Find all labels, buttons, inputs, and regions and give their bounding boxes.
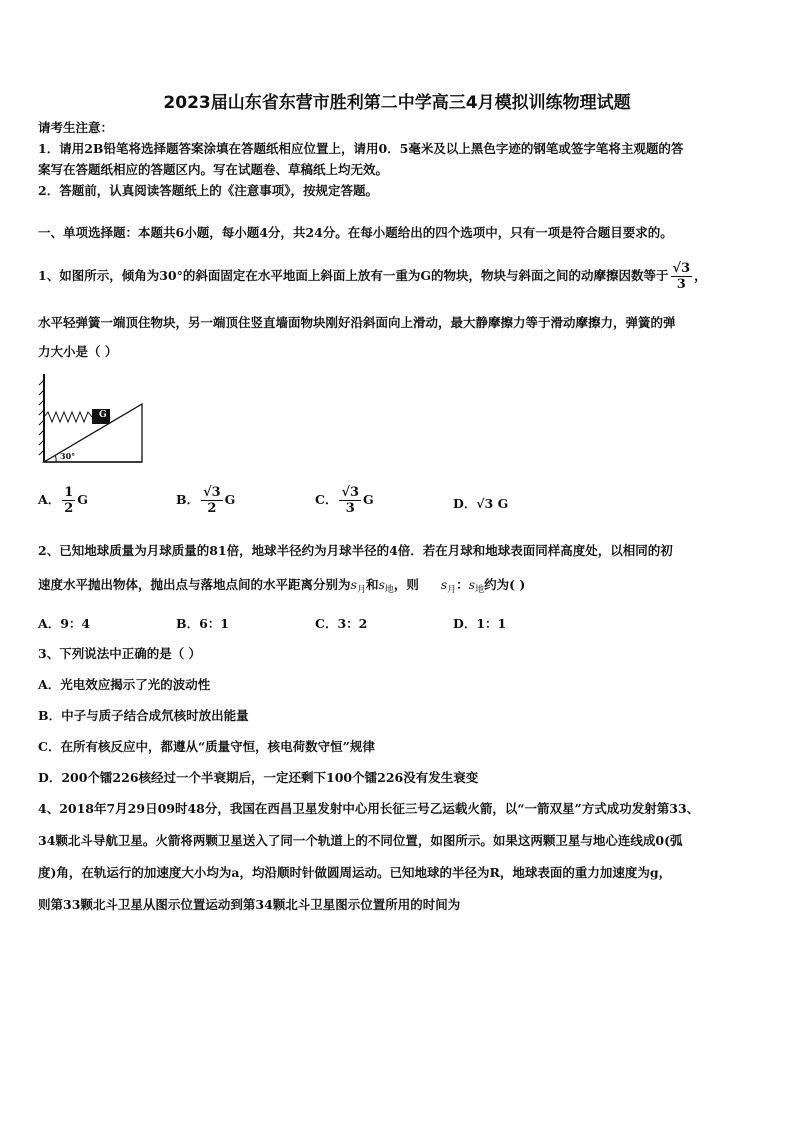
q3-option-b: B．中子与质子结合成氘核时放出能量 [38,708,249,723]
notice-heading: 请考生注意： [38,120,114,135]
q1-option-b: B． $\frac{√3}{2}$ G [176,485,236,516]
notice-line-2: 2．答题前，认真阅读答题纸上的《注意事项》，按规定答题。 [38,183,378,198]
q2-option-a: A．9：4 [38,616,91,631]
q1-line-3: 力大小是（ ） [38,344,118,359]
q4-line-1: 4、2018年7月29日09时48分，我国在西昌卫星发射中心用长征三号乙运载火箭，以“一箭双星”方式成功发射第33、 [38,801,700,816]
q2-option-d: D．1：1 [453,616,507,631]
q1-option-c: C． $\frac{√3}{3}$ G [315,485,374,516]
incline-spring-figure [36,370,154,466]
q1-mu-tail: ， [694,268,707,283]
q3-option-c: C．在所有核反应中，都遵从“质量守恒，核电荷数守恒”规律 [38,739,375,754]
q4-line-3: 度)角，在轨运行的加速度大小均为a，均沿顺时针做圆周运动。已知地球的半径为R，地球表面的重力加速度为g， [38,865,672,880]
q4-line-4: 则第33颗北斗卫星从图示位置运动到第34颗北斗卫星图示位置所用的时间为 [38,897,461,912]
figure-angle-label: 30° [60,451,76,461]
q1-line-2: 水平轻弹簧一端顶住物块，另一端顶住竖直墙面物块刚好沿斜面向上滑动，最大静摩擦力等于滑动摩擦力，弹簧的弹 [38,315,676,330]
q2-line-2: 速度水平抛出物体，抛出点与落地点间的水平距离分别为$s_月$和$s_地$，则 $s_月$：$s_地$约为( ) [38,577,526,595]
q1-option-d: D．√3 G [453,496,509,511]
q1-option-a: A． $\frac{1}{2}$ G [38,485,88,516]
q1-line-1 [38,256,756,296]
figure-block-label: G [99,410,107,420]
notice-line-1b: 案写在答题纸相应的答题区内。写在试题卷、草稿纸上均无效。 [38,162,389,177]
q2-option-b: B．6：1 [176,616,229,631]
q4-line-2: 34颗北斗导航卫星。火箭将两颗卫星送入了同一个轨道上的不同位置，如图所示。如果这两颗卫星与地心连线成0(弧 [38,833,683,848]
section-heading: 一、单项选择题：本题共6小题，每小题4分，共24分。在每小题给出的四个选项中，只有一项是符合题目要求的。 [38,225,673,240]
q3-option-a: A．光电效应揭示了光的波动性 [38,677,211,692]
q1-mu-fraction [671,261,693,292]
q3-stem: 3、下列说法中正确的是（ ） [38,646,202,661]
notice-line-1a: 1．请用2B铅笔将选择题答案涂填在答题纸相应位置上，请用0．5毫米及以上黑色字迹的钢笔或签字笔将主观题的答 [38,141,684,156]
q2-line-1: 2、已知地球质量为月球质量的81倍，地球半径约为月球半径的4倍．若在月球和地球表面同样高度处，以相同的初 [38,543,673,558]
q3-option-d: D．200个镭226核经过一个半衰期后，一定还剩下100个镭226没有发生衰变 [38,770,479,785]
q1-mu-num: √3 [672,261,691,276]
q1-text-1: 1、如图所示，倾角为30°的斜面固定在水平地面上斜面上放有一重为G的物块，物块与斜面之间的动摩擦因数等于 [38,268,669,283]
page-title: 2023届山东省东营市胜利第二中学高三4月模拟训练物理试题 [163,93,631,113]
q1-mu-den: 3 [676,277,686,292]
q2-option-c: C．3：2 [315,616,368,631]
